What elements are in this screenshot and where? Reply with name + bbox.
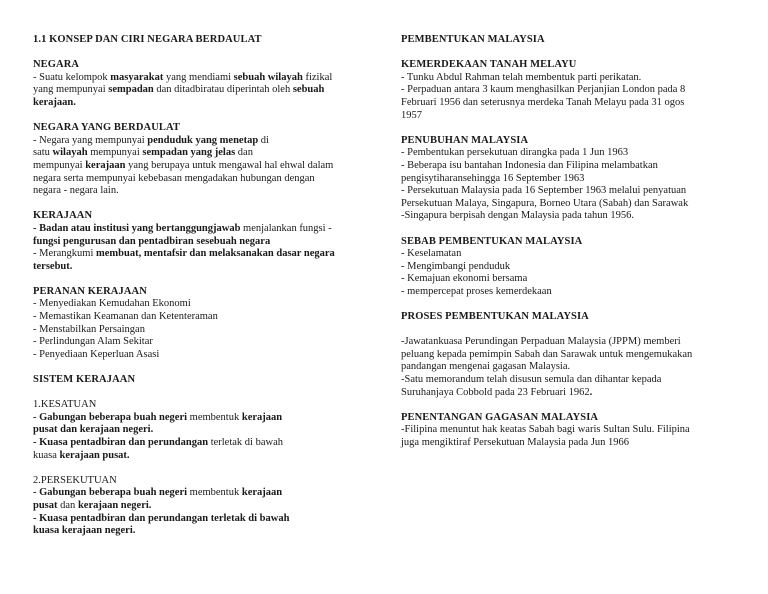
berdaulat-line: - Negara yang mempunyai penduduk yang menetap di bbox=[33, 134, 269, 146]
negara-line: yang mempunyai sempadan dan ditadbiratau diperintah oleh sebuah bbox=[33, 84, 325, 96]
sistem-title: SISTEM KERAJAAN bbox=[33, 374, 136, 386]
kesatuan-line: pusat dan kerajaan negeri. bbox=[33, 424, 154, 436]
peranan-item: - Menstabilkan Persaingan bbox=[33, 323, 145, 335]
sistem-section bbox=[33, 374, 368, 538]
penentangan-title: PENENTANGAN GAGASAN MALAYSIA bbox=[401, 411, 599, 423]
kesatuan-line: - Gabungan beberapa buah negeri membentuk kerajaan bbox=[33, 411, 283, 423]
penubuhan-line: pengisytiharansehingga 16 September 1963 bbox=[401, 172, 585, 184]
peranan-title: PERANAN KERAJAAN bbox=[33, 285, 147, 297]
negara-title: NEGARA bbox=[33, 59, 80, 71]
proses-line: peluang kepada pemimpin Sabah dan Sarawak untuk mengemukakan bbox=[401, 348, 693, 360]
negara-line: - Suatu kelompok masyarakat yang mendiami sebuah wilayah fizikal bbox=[33, 71, 333, 83]
kemerdekaan-line: - Tunku Abdul Rahman telah membentuk parti perikatan. bbox=[401, 71, 642, 83]
proses-line: -Jawatankuasa Perundingan Perpaduan Malaysia (JPPM) memberi bbox=[401, 336, 681, 348]
section-heading: PEMBENTUKAN MALAYSIA bbox=[401, 34, 545, 45]
sebab-item: - mempercepat proses kemerdekaan bbox=[401, 285, 552, 297]
negara-section bbox=[33, 59, 368, 109]
kemerdekaan-section bbox=[401, 59, 746, 122]
right-column bbox=[401, 34, 746, 450]
persekutuan-line: - Gabungan beberapa buah negeri membentuk kerajaan bbox=[33, 487, 283, 499]
berdaulat-line: mempunyai kerajaan yang berupaya untuk mengawal hal ehwal dalam bbox=[33, 159, 334, 171]
penentangan-line: -Filipina menuntut hak keatas Sabah bagi waris Sultan Sulu. Filipina bbox=[401, 424, 690, 436]
penubuhan-line: - Persekutuan Malaysia pada 16 September 1963 melalui penyatuan bbox=[401, 185, 687, 197]
kerajaan-title: KERAJAAN bbox=[33, 210, 93, 222]
kerajaan-line: - Merangkumi membuat, mentafsir dan melaksanakan dasar negara bbox=[33, 248, 335, 260]
sebab-section bbox=[401, 236, 746, 299]
kesatuan-line: kuasa kerajaan pusat. bbox=[33, 449, 130, 461]
penentangan-section bbox=[401, 412, 746, 450]
persekutuan-title: 2.PERSEKUTUAN bbox=[33, 474, 117, 486]
proses-title: PROSES PEMBENTUKAN MALAYSIA bbox=[401, 311, 589, 323]
kerajaan-section bbox=[33, 210, 368, 273]
sebab-item: - Kemajuan ekonomi bersama bbox=[401, 273, 528, 285]
section-heading: 1.1 KONSEP DAN CIRI NEGARA BERDAULAT bbox=[33, 34, 262, 45]
persekutuan-line: - Kuasa pentadbiran dan perundangan terletak di bawah bbox=[33, 512, 290, 524]
proses-line: -Satu memorandum telah disusun semula dan dihantar kepada bbox=[401, 374, 662, 386]
penubuhan-line: -Singapura berpisah dengan Malaysia pada tahun 1956. bbox=[401, 210, 634, 222]
kerajaan-line: fungsi pengurusan dan pentadbiran sesebuah negara bbox=[33, 235, 271, 247]
sebab-title: SEBAB PEMBENTUKAN MALAYSIA bbox=[401, 235, 583, 247]
kerajaan-line: - Badan atau institusi yang bertanggungjawab menjalankan fungsi - bbox=[33, 222, 332, 234]
left-column bbox=[33, 34, 368, 538]
kesatuan-line: - Kuasa pentadbiran dan perundangan terletak di bawah bbox=[33, 437, 283, 448]
penubuhan-line: Persekutuan Malaya, Singapura, Borneo Utara (Sabah) dan Sarawak bbox=[401, 197, 689, 209]
berdaulat-line: negara - negara lain. bbox=[33, 185, 119, 197]
berdaulat-line: satu wilayah mempunyai sempadan yang jelas dan bbox=[33, 147, 253, 159]
peranan-item: - Penyediaan Keperluan Asasi bbox=[33, 348, 160, 360]
peranan-item: - Menyediakan Kemudahan Ekonomi bbox=[33, 298, 191, 310]
penubuhan-line: - Pembentukan persekutuan dirangka pada 1 Jun 1963 bbox=[401, 147, 629, 159]
negara-line: kerajaan. bbox=[33, 96, 76, 108]
sebab-item: - Keselamatan bbox=[401, 248, 462, 260]
persekutuan-line: kuasa kerajaan negeri. bbox=[33, 525, 136, 537]
proses-section bbox=[401, 311, 746, 399]
penubuhan-section bbox=[401, 135, 746, 223]
proses-line: Suruhanjaya Cobbold pada 23 Februari 1962. bbox=[401, 386, 593, 398]
penubuhan-line: - Beberapa isu bantahan Indonesia dan Filipina melambatkan bbox=[401, 159, 658, 171]
kemerdekaan-line: Februari 1956 dan seterusnya merdeka Tanah Melayu pada 31 ogos bbox=[401, 96, 685, 108]
peranan-section bbox=[33, 286, 368, 362]
penentangan-line: juga mengiktiraf Persekutuan Malaysia pada Jun 1966 bbox=[401, 437, 630, 448]
penubuhan-title: PENUBUHAN MALAYSIA bbox=[401, 134, 529, 146]
kemerdekaan-line: 1957 bbox=[401, 109, 422, 121]
peranan-item: - Memastikan Keamanan dan Ketenteraman bbox=[33, 311, 218, 323]
berdaulat-title: NEGARA YANG BERDAULAT bbox=[33, 122, 180, 134]
peranan-item: - Perlindungan Alam Sekitar bbox=[33, 336, 153, 348]
persekutuan-line: pusat dan kerajaan negeri. bbox=[33, 499, 152, 511]
kemerdekaan-line: - Perpaduan antara 3 kaum menghasilkan Perjanjian London pada 8 bbox=[401, 84, 686, 96]
kemerdekaan-title: KEMERDEKAAN TANAH MELAYU bbox=[401, 59, 577, 71]
sebab-item: - Mengimbangi penduduk bbox=[401, 260, 511, 272]
proses-line: pandangan mengenai gagasan Malaysia. bbox=[401, 361, 571, 373]
kesatuan-title: 1.KESATUAN bbox=[33, 399, 97, 411]
kerajaan-line: tersebut. bbox=[33, 260, 73, 272]
berdaulat-section bbox=[33, 122, 368, 198]
berdaulat-line: negara serta mempunyai kebebasan mengadakan hubungan dengan bbox=[33, 172, 315, 184]
